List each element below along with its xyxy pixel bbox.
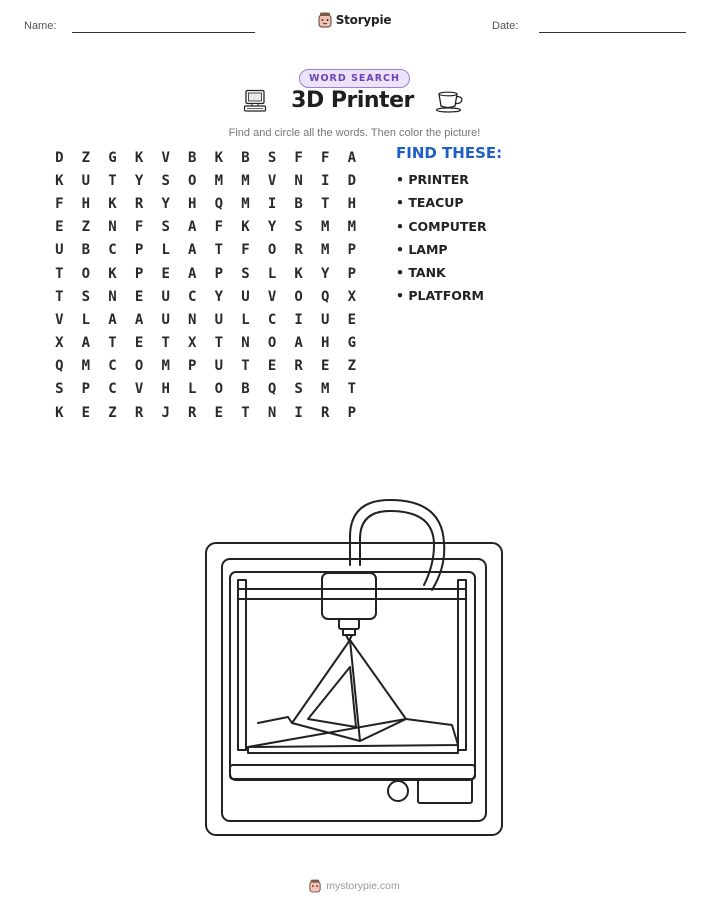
grid-row bbox=[46, 378, 366, 401]
grid-letter[interactable]: R bbox=[321, 404, 330, 421]
grid-letter[interactable]: M bbox=[321, 219, 330, 236]
grid-letter[interactable]: L bbox=[81, 311, 91, 328]
grid-letter[interactable]: S bbox=[294, 381, 303, 398]
grid-letter[interactable]: Q bbox=[55, 358, 64, 375]
grid-letter[interactable]: V bbox=[134, 381, 144, 398]
grid-row bbox=[46, 192, 366, 215]
grid-letter[interactable]: E bbox=[134, 335, 144, 352]
grid-letter[interactable]: U bbox=[321, 311, 330, 328]
grid-letter[interactable]: Y bbox=[321, 265, 330, 282]
grid-letter[interactable]: Y bbox=[161, 195, 170, 212]
grid-letter[interactable]: F bbox=[55, 195, 64, 212]
word-list-item: • PRINTER bbox=[396, 172, 469, 187]
grid-row bbox=[46, 239, 366, 262]
grid-letter[interactable]: F bbox=[321, 149, 330, 166]
grid-letter[interactable]: B bbox=[241, 381, 250, 398]
grid-letter[interactable]: F bbox=[134, 219, 144, 236]
grid-letter[interactable]: R bbox=[134, 404, 144, 421]
grid-letter[interactable]: T bbox=[241, 404, 250, 421]
grid-letter[interactable]: S bbox=[241, 265, 250, 282]
grid-letter[interactable]: T bbox=[321, 195, 330, 212]
grid-letter[interactable]: D bbox=[55, 149, 64, 166]
grid-letter[interactable]: A bbox=[188, 219, 197, 236]
grid-letter[interactable]: Z bbox=[347, 358, 357, 375]
filament-tube bbox=[350, 500, 444, 590]
grid-letter[interactable]: U bbox=[81, 172, 91, 189]
name-line[interactable] bbox=[72, 32, 255, 33]
grid-letter[interactable]: S bbox=[294, 219, 303, 236]
grid-letter[interactable]: C bbox=[108, 242, 117, 259]
grid-letter[interactable]: P bbox=[214, 265, 224, 282]
grid-row bbox=[46, 216, 366, 239]
instructions: Find and circle all the words. Then color the picture! bbox=[228, 127, 481, 139]
grid-letter[interactable]: Y bbox=[267, 219, 277, 236]
grid-letter[interactable]: X bbox=[188, 335, 197, 352]
grid-letter[interactable]: P bbox=[347, 265, 357, 282]
grid-letter[interactable]: M bbox=[214, 172, 224, 189]
grid-letter[interactable]: P bbox=[347, 242, 357, 259]
title-row bbox=[0, 88, 709, 113]
grid-letter[interactable]: E bbox=[134, 288, 144, 305]
grid-row bbox=[46, 401, 366, 424]
grid-letter[interactable]: N bbox=[108, 288, 117, 305]
grid-letter[interactable]: Z bbox=[108, 404, 117, 421]
grid-letter[interactable]: K bbox=[108, 265, 117, 282]
grid-letter[interactable]: R bbox=[294, 358, 303, 375]
grid-letter[interactable]: E bbox=[321, 358, 330, 375]
grid-letter[interactable]: H bbox=[321, 335, 330, 352]
grid-letter[interactable]: Z bbox=[81, 219, 91, 236]
grid-letter[interactable]: Y bbox=[214, 288, 224, 305]
grid-letter[interactable]: U bbox=[161, 311, 170, 328]
grid-letter[interactable]: V bbox=[267, 172, 277, 189]
grid-letter[interactable]: H bbox=[81, 195, 91, 212]
grid-letter[interactable]: S bbox=[161, 172, 170, 189]
grid-letter[interactable]: H bbox=[161, 381, 170, 398]
grid-row bbox=[46, 169, 366, 192]
grid-letter[interactable]: C bbox=[108, 381, 117, 398]
grid-letter[interactable]: F bbox=[214, 219, 224, 236]
grid-letter[interactable]: M bbox=[161, 358, 170, 375]
grid-letter[interactable]: Z bbox=[81, 149, 91, 166]
print-head bbox=[322, 573, 376, 619]
storypie-logo-icon bbox=[318, 12, 332, 28]
grid-letter[interactable]: E bbox=[347, 311, 357, 328]
grid-letter[interactable]: L bbox=[188, 381, 197, 398]
grid-letter[interactable]: N bbox=[267, 404, 277, 421]
grid-letter[interactable]: N bbox=[241, 335, 250, 352]
grid-letter[interactable]: F bbox=[294, 149, 303, 166]
grid-letter[interactable]: O bbox=[81, 265, 91, 282]
grid-letter[interactable]: Y bbox=[134, 172, 144, 189]
grid-letter[interactable]: A bbox=[188, 265, 197, 282]
grid-letter[interactable]: P bbox=[134, 265, 144, 282]
grid-letter[interactable]: A bbox=[134, 311, 144, 328]
grid-letter[interactable]: K bbox=[241, 219, 250, 236]
word-list-item: • COMPUTER bbox=[396, 218, 487, 234]
display-panel bbox=[418, 779, 472, 803]
footer bbox=[0, 879, 709, 893]
grid-letter[interactable]: Q bbox=[267, 381, 277, 398]
grid-letter[interactable]: M bbox=[321, 381, 330, 398]
grid-letter[interactable]: H bbox=[188, 195, 197, 212]
grid-letter[interactable]: H bbox=[347, 195, 357, 212]
brand bbox=[0, 12, 709, 32]
grid-letter[interactable]: T bbox=[108, 172, 117, 189]
3d-printer-illustration bbox=[200, 495, 510, 845]
brand-name: Storypie bbox=[335, 13, 392, 27]
grid-letter[interactable]: O bbox=[188, 172, 197, 189]
grid-letter[interactable]: M bbox=[81, 358, 91, 375]
grid-letter[interactable]: C bbox=[188, 288, 197, 305]
grid-letter[interactable]: M bbox=[241, 172, 250, 189]
grid-letter[interactable]: T bbox=[108, 335, 117, 352]
grid-letter[interactable]: J bbox=[161, 404, 170, 421]
grid-letter[interactable]: N bbox=[188, 311, 197, 328]
grid-letter[interactable]: S bbox=[55, 381, 64, 398]
grid-letter[interactable]: V bbox=[55, 311, 64, 328]
grid-letter[interactable]: I bbox=[294, 311, 303, 328]
grid-letter[interactable]: T bbox=[214, 242, 224, 259]
right-rail bbox=[458, 580, 466, 750]
grid-letter[interactable]: C bbox=[108, 358, 117, 375]
grid-letter[interactable]: V bbox=[161, 149, 170, 166]
grid-letter[interactable]: S bbox=[161, 219, 170, 236]
grid-letter[interactable]: B bbox=[241, 149, 250, 166]
word-search-badge: WORD SEARCH bbox=[299, 69, 410, 88]
grid-letter[interactable]: A bbox=[188, 242, 197, 259]
grid-letter[interactable]: X bbox=[347, 288, 357, 305]
grid-letter[interactable]: O bbox=[294, 288, 303, 305]
grid-row bbox=[46, 308, 366, 331]
grid-letter[interactable]: U bbox=[214, 311, 224, 328]
grid-letter[interactable]: C bbox=[267, 311, 277, 328]
grid-letter[interactable]: S bbox=[267, 149, 277, 166]
grid-letter[interactable]: I bbox=[267, 195, 277, 212]
computer-icon bbox=[243, 89, 269, 113]
grid-letter[interactable]: K bbox=[134, 149, 144, 166]
grid-letter[interactable]: A bbox=[347, 149, 357, 166]
grid-row bbox=[46, 285, 366, 308]
grid-letter[interactable]: K bbox=[108, 195, 117, 212]
grid-letter[interactable]: E bbox=[214, 404, 224, 421]
grid-letter[interactable]: L bbox=[161, 242, 170, 259]
grid-letter[interactable]: F bbox=[241, 242, 250, 259]
grid-letter[interactable]: L bbox=[267, 265, 277, 282]
grid-letter[interactable]: S bbox=[81, 288, 91, 305]
grid-letter[interactable]: O bbox=[214, 381, 224, 398]
grid-letter[interactable]: D bbox=[347, 172, 357, 189]
grid-letter[interactable]: U bbox=[214, 358, 224, 375]
grid-letter[interactable]: P bbox=[81, 381, 91, 398]
grid-letter[interactable]: L bbox=[241, 311, 250, 328]
left-rail bbox=[238, 580, 246, 750]
grid-letter[interactable]: V bbox=[267, 288, 277, 305]
grid-letter[interactable]: Q bbox=[321, 288, 330, 305]
grid-letter[interactable]: K bbox=[55, 404, 64, 421]
grid-letter[interactable]: E bbox=[161, 265, 170, 282]
grid-row bbox=[46, 332, 366, 355]
badge-wrap bbox=[0, 66, 709, 88]
page-title: 3D Printer bbox=[291, 88, 414, 113]
grid-letter[interactable]: U bbox=[55, 242, 64, 259]
grid-letter[interactable]: X bbox=[55, 335, 64, 352]
date-label: Date: bbox=[492, 20, 519, 32]
grid-row bbox=[46, 146, 366, 169]
name-label: Name: bbox=[24, 20, 57, 32]
grid-letter[interactable]: I bbox=[321, 172, 330, 189]
grid-letter[interactable]: T bbox=[55, 288, 64, 305]
grid-letter[interactable]: A bbox=[81, 335, 91, 352]
word-list-item: • TANK bbox=[396, 265, 446, 281]
word-list-item: • PLATFORM bbox=[396, 288, 484, 304]
grid-letter[interactable]: U bbox=[161, 288, 170, 305]
word-list-item: • LAMP bbox=[396, 241, 448, 257]
grid-letter[interactable]: T bbox=[55, 265, 64, 282]
grid-letter[interactable]: B bbox=[81, 242, 91, 259]
grid-letter[interactable]: N bbox=[294, 172, 303, 189]
grid-letter[interactable]: N bbox=[108, 219, 117, 236]
grid-letter[interactable]: O bbox=[134, 358, 144, 375]
power-button bbox=[388, 781, 408, 801]
grid-letter[interactable]: P bbox=[188, 358, 197, 375]
grid-letter[interactable]: A bbox=[294, 335, 303, 352]
grid-letter[interactable]: I bbox=[294, 404, 303, 421]
word-list bbox=[396, 170, 487, 310]
grid-letter[interactable]: M bbox=[347, 219, 357, 236]
grid-letter[interactable]: Q bbox=[214, 195, 224, 212]
storypie-footer-logo-icon bbox=[309, 879, 321, 893]
grid-letter[interactable]: K bbox=[55, 172, 64, 189]
grid-letter[interactable]: K bbox=[214, 149, 224, 166]
grid-letter[interactable]: T bbox=[161, 335, 170, 352]
grid-letter[interactable]: E bbox=[81, 404, 91, 421]
grid-letter[interactable]: B bbox=[294, 195, 303, 212]
letter-grid bbox=[46, 146, 366, 424]
grid-letter[interactable]: E bbox=[55, 219, 64, 236]
grid-letter[interactable]: U bbox=[241, 288, 250, 305]
grid-letter[interactable]: G bbox=[347, 335, 357, 352]
footer-url[interactable]: mystorypie.com bbox=[326, 880, 400, 892]
date-line[interactable] bbox=[539, 32, 686, 33]
grid-letter[interactable]: O bbox=[267, 335, 277, 352]
grid-row bbox=[46, 355, 366, 378]
grid-letter[interactable]: E bbox=[267, 358, 277, 375]
grid-letter[interactable]: M bbox=[321, 242, 330, 259]
teacup-icon bbox=[436, 89, 466, 113]
grid-letter[interactable]: A bbox=[108, 311, 117, 328]
grid-letter[interactable]: M bbox=[241, 195, 250, 212]
grid-letter[interactable]: P bbox=[134, 242, 144, 259]
grid-letter[interactable]: R bbox=[188, 404, 197, 421]
find-these-title: FIND THESE: bbox=[396, 144, 503, 162]
grid-letter[interactable]: G bbox=[108, 149, 117, 166]
grid-letter[interactable]: T bbox=[347, 381, 357, 398]
grid-row bbox=[46, 262, 366, 285]
grid-letter[interactable]: B bbox=[188, 149, 197, 166]
grid-letter[interactable]: T bbox=[214, 335, 224, 352]
grid-letter[interactable]: P bbox=[347, 404, 357, 421]
grid-letter[interactable]: T bbox=[241, 358, 250, 375]
grid-letter[interactable]: R bbox=[294, 242, 303, 259]
grid-letter[interactable]: R bbox=[134, 195, 144, 212]
grid-letter[interactable]: K bbox=[294, 265, 303, 282]
word-list-item: • TEACUP bbox=[396, 195, 464, 211]
grid-letter[interactable]: O bbox=[267, 242, 277, 259]
